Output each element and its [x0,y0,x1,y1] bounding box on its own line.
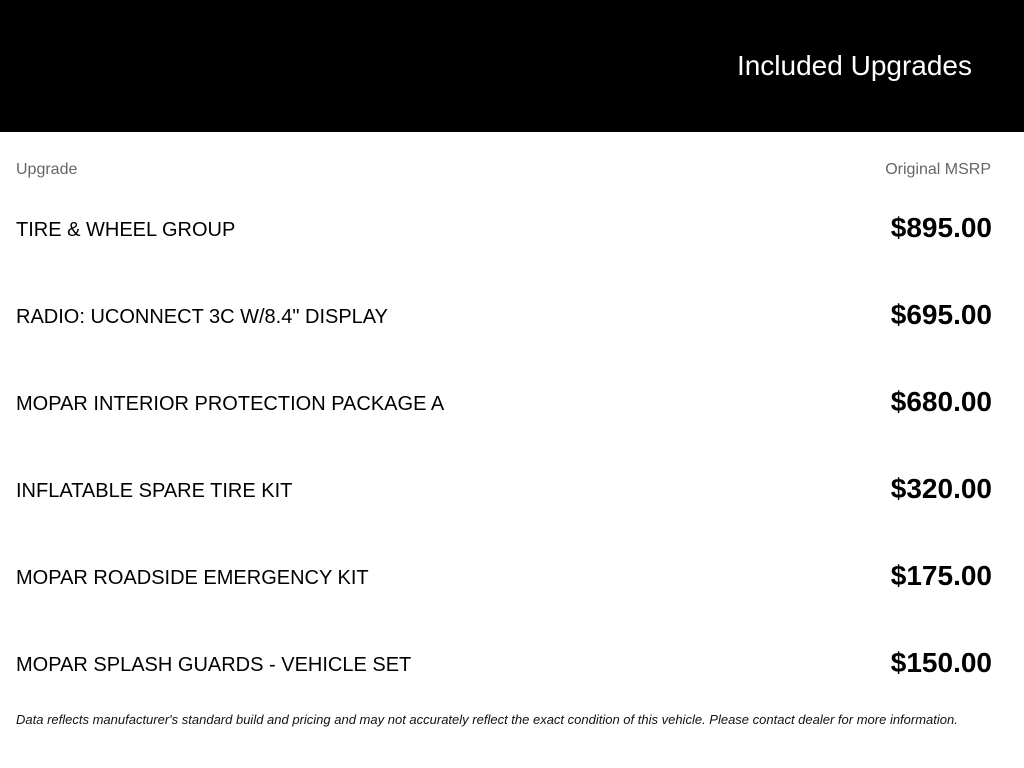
table-row [0,271,1024,358]
header-bar [0,0,1024,132]
upgrade-price: $695.00 [890,299,992,330]
table-row [0,445,1024,532]
upgrade-name: INFLATABLE SPARE TIRE KIT [16,480,293,502]
upgrade-price: $895.00 [890,212,992,243]
table-row [0,358,1024,445]
upgrade-price: $680.00 [890,386,992,417]
table-row [0,184,1024,271]
upgrade-name: MOPAR ROADSIDE EMERGENCY KIT [16,567,369,589]
upgrade-price: $150.00 [890,647,992,678]
upgrade-name: MOPAR INTERIOR PROTECTION PACKAGE A [16,393,445,415]
column-header-upgrade: Upgrade [16,161,78,178]
upgrade-price: $175.00 [890,560,992,591]
column-header-msrp: Original MSRP [885,161,991,178]
table-row [0,619,1024,706]
upgrade-name: RADIO: UCONNECT 3C W/8.4" DISPLAY [16,306,388,328]
upgrades-list [0,184,1024,706]
upgrade-name: TIRE & WHEEL GROUP [16,219,236,241]
table-row [0,532,1024,619]
disclaimer-text: Data reflects manufacturer's standard build and pricing and may not accurately reflect the exact condition of this vehicle. Please contact dealer for more information. [16,712,958,727]
upgrade-price: $320.00 [890,473,992,504]
upgrade-name: MOPAR SPLASH GUARDS - VEHICLE SET [16,654,412,676]
page-title: Included Upgrades [736,50,972,81]
